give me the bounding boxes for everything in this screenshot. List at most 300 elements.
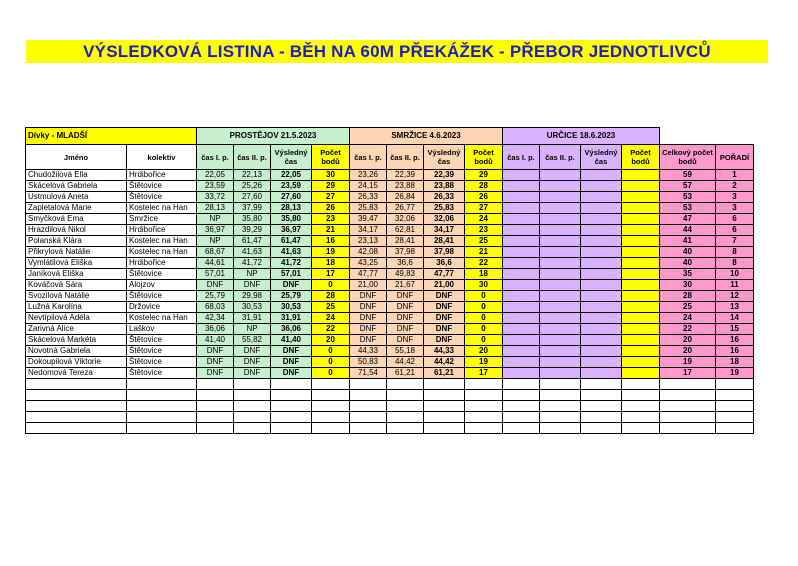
rank: 10: [716, 269, 754, 280]
table-row: [26, 368, 754, 379]
prostejov-points: 0: [312, 346, 350, 357]
prostejov-points: 18: [312, 258, 350, 269]
col-header-points: Počet bodů: [465, 145, 503, 170]
prostejov-result: 25,79: [271, 291, 312, 302]
total-points: 40: [660, 247, 716, 258]
urcice-run2: [540, 258, 581, 269]
competitor-club: Hrdibořice: [127, 258, 197, 269]
smrzice-points: 20: [465, 346, 503, 357]
urcice-result: [581, 324, 622, 335]
header-spacer: [660, 128, 754, 145]
table-row: [26, 258, 754, 269]
prostejov-result: DNF: [271, 346, 312, 357]
empty-cell: [271, 401, 312, 412]
empty-cell: [540, 401, 581, 412]
empty-cell: [234, 379, 271, 390]
competitor-club: Hrdibořice: [127, 225, 197, 236]
total-points: 57: [660, 181, 716, 192]
urcice-points: [622, 335, 660, 346]
prostejov-points: 0: [312, 357, 350, 368]
smrzice-run2: 22,39: [387, 170, 424, 181]
smrzice-points: 0: [465, 302, 503, 313]
prostejov-result: 36,97: [271, 225, 312, 236]
smrzice-run1: DNF: [350, 291, 387, 302]
prostejov-points: 20: [312, 335, 350, 346]
urcice-run1: [503, 247, 540, 258]
rank: 16: [716, 346, 754, 357]
smrzice-points: 22: [465, 258, 503, 269]
urcice-points: [622, 302, 660, 313]
rank: 7: [716, 236, 754, 247]
prostejov-run1: 68,03: [197, 302, 234, 313]
results-table: [25, 127, 754, 434]
total-points: 20: [660, 335, 716, 346]
table-row: [26, 192, 754, 203]
smrzice-run2: 32,06: [387, 214, 424, 225]
empty-cell: [540, 390, 581, 401]
smrzice-run2: 36,6: [387, 258, 424, 269]
table-row: [26, 181, 754, 192]
empty-cell: [540, 412, 581, 423]
smrzice-points: 17: [465, 368, 503, 379]
urcice-points: [622, 192, 660, 203]
rank: 2: [716, 181, 754, 192]
prostejov-points: 28: [312, 291, 350, 302]
empty-cell: [127, 390, 197, 401]
smrzice-run1: 23,13: [350, 236, 387, 247]
col-header-rank: POŘADÍ: [716, 145, 754, 170]
smrzice-points: 24: [465, 214, 503, 225]
urcice-run2: [540, 280, 581, 291]
urcice-run2: [540, 335, 581, 346]
competitor-name: Janíková Eliška: [26, 269, 127, 280]
rank: 13: [716, 302, 754, 313]
prostejov-points: 17: [312, 269, 350, 280]
urcice-run2: [540, 346, 581, 357]
prostejov-run2: 39,29: [234, 225, 271, 236]
prostejov-run2: 27,60: [234, 192, 271, 203]
table-row: [26, 280, 754, 291]
empty-cell: [465, 412, 503, 423]
total-points: 44: [660, 225, 716, 236]
urcice-run1: [503, 280, 540, 291]
total-points: 35: [660, 269, 716, 280]
venue-smrzice: SMRŽICE 4.6.2023: [350, 128, 503, 145]
urcice-run1: [503, 192, 540, 203]
empty-cell: [716, 390, 754, 401]
smrzice-run1: 26,33: [350, 192, 387, 203]
empty-cell: [127, 401, 197, 412]
empty-cell: [312, 379, 350, 390]
empty-row: [26, 401, 754, 412]
prostejov-run1: 68,67: [197, 247, 234, 258]
prostejov-run2: 30,53: [234, 302, 271, 313]
competitor-name: Svozilová Natálie: [26, 291, 127, 302]
competitor-club: Kostelec na Han: [127, 236, 197, 247]
urcice-run1: [503, 357, 540, 368]
category-label: Dívky - MLADŠÍ: [26, 128, 197, 145]
prostejov-result: 23,59: [271, 181, 312, 192]
prostejov-run2: 29,98: [234, 291, 271, 302]
empty-cell: [26, 412, 127, 423]
urcice-result: [581, 247, 622, 258]
table-row: [26, 214, 754, 225]
empty-cell: [312, 423, 350, 434]
empty-cell: [581, 401, 622, 412]
empty-cell: [503, 379, 540, 390]
smrzice-result: 47,77: [424, 269, 465, 280]
prostejov-result: 41,40: [271, 335, 312, 346]
smrzice-run1: 44,33: [350, 346, 387, 357]
urcice-result: [581, 313, 622, 324]
total-points: 28: [660, 291, 716, 302]
urcice-run2: [540, 203, 581, 214]
empty-cell: [503, 423, 540, 434]
empty-cell: [503, 412, 540, 423]
urcice-result: [581, 214, 622, 225]
urcice-result: [581, 346, 622, 357]
prostejov-result: 41,63: [271, 247, 312, 258]
prostejov-run2: 61,47: [234, 236, 271, 247]
urcice-run1: [503, 269, 540, 280]
col-header-run2: čas II. p.: [234, 145, 271, 170]
prostejov-run1: 41,40: [197, 335, 234, 346]
empty-cell: [660, 390, 716, 401]
urcice-run2: [540, 324, 581, 335]
prostejov-result: 22,05: [271, 170, 312, 181]
empty-cell: [197, 390, 234, 401]
prostejov-run1: DNF: [197, 346, 234, 357]
smrzice-run1: DNF: [350, 302, 387, 313]
empty-cell: [271, 423, 312, 434]
empty-cell: [503, 401, 540, 412]
urcice-run1: [503, 335, 540, 346]
competitor-club: Kostelec na Han: [127, 313, 197, 324]
prostejov-run2: NP: [234, 269, 271, 280]
table-row: [26, 203, 754, 214]
urcice-run1: [503, 203, 540, 214]
empty-cell: [26, 390, 127, 401]
smrzice-result: 26,33: [424, 192, 465, 203]
empty-cell: [387, 379, 424, 390]
urcice-run1: [503, 181, 540, 192]
competitor-club: Štětovice: [127, 335, 197, 346]
empty-cell: [271, 390, 312, 401]
empty-cell: [387, 390, 424, 401]
competitor-club: Smržice: [127, 214, 197, 225]
empty-cell: [716, 412, 754, 423]
total-points: 53: [660, 203, 716, 214]
empty-cell: [660, 412, 716, 423]
urcice-result: [581, 203, 622, 214]
smrzice-result: 61,21: [424, 368, 465, 379]
competitor-name: Zapletalová Marie: [26, 203, 127, 214]
smrzice-result: 21,00: [424, 280, 465, 291]
empty-cell: [424, 401, 465, 412]
empty-cell: [350, 423, 387, 434]
urcice-points: [622, 346, 660, 357]
competitor-club: Kostelec na Han: [127, 247, 197, 258]
table-row: [26, 247, 754, 258]
smrzice-run2: 61,21: [387, 368, 424, 379]
empty-cell: [622, 423, 660, 434]
urcice-points: [622, 269, 660, 280]
smrzice-result: DNF: [424, 302, 465, 313]
prostejov-run2: DNF: [234, 357, 271, 368]
smrzice-run2: DNF: [387, 302, 424, 313]
empty-row: [26, 379, 754, 390]
empty-cell: [234, 423, 271, 434]
col-header-result: Výsledný čas: [271, 145, 312, 170]
smrzice-result: 44,33: [424, 346, 465, 357]
table-row: [26, 346, 754, 357]
smrzice-run1: DNF: [350, 313, 387, 324]
total-points: 53: [660, 192, 716, 203]
smrzice-points: 26: [465, 192, 503, 203]
competitor-club: Držovice: [127, 302, 197, 313]
competitor-club: Štětovice: [127, 368, 197, 379]
smrzice-result: DNF: [424, 324, 465, 335]
table-row: [26, 291, 754, 302]
rank: 12: [716, 291, 754, 302]
urcice-result: [581, 170, 622, 181]
urcice-run2: [540, 192, 581, 203]
smrzice-run2: DNF: [387, 324, 424, 335]
smrzice-points: 28: [465, 181, 503, 192]
urcice-run1: [503, 368, 540, 379]
urcice-points: [622, 181, 660, 192]
empty-cell: [350, 412, 387, 423]
smrzice-run1: 43,25: [350, 258, 387, 269]
urcice-result: [581, 335, 622, 346]
urcice-result: [581, 302, 622, 313]
empty-cell: [26, 423, 127, 434]
empty-cell: [271, 379, 312, 390]
urcice-run2: [540, 236, 581, 247]
smrzice-result: 22,39: [424, 170, 465, 181]
empty-cell: [127, 379, 197, 390]
empty-cell: [660, 423, 716, 434]
table-row: [26, 269, 754, 280]
total-points: 41: [660, 236, 716, 247]
smrzice-points: 18: [465, 269, 503, 280]
competitor-club: Hrdibořice: [127, 170, 197, 181]
smrzice-points: 0: [465, 324, 503, 335]
total-points: 40: [660, 258, 716, 269]
prostejov-points: 21: [312, 225, 350, 236]
table-row: [26, 236, 754, 247]
smrzice-run1: 34,17: [350, 225, 387, 236]
urcice-points: [622, 170, 660, 181]
urcice-result: [581, 269, 622, 280]
urcice-run1: [503, 324, 540, 335]
prostejov-result: DNF: [271, 368, 312, 379]
smrzice-run2: DNF: [387, 313, 424, 324]
prostejov-points: 27: [312, 192, 350, 203]
empty-cell: [622, 401, 660, 412]
empty-cell: [197, 379, 234, 390]
col-header-run2: čas II. p.: [540, 145, 581, 170]
urcice-run2: [540, 291, 581, 302]
urcice-points: [622, 291, 660, 302]
smrzice-run2: 62,81: [387, 225, 424, 236]
empty-cell: [350, 390, 387, 401]
empty-cell: [465, 401, 503, 412]
prostejov-run2: DNF: [234, 346, 271, 357]
smrzice-run1: 21,00: [350, 280, 387, 291]
total-points: 20: [660, 346, 716, 357]
smrzice-result: 36,6: [424, 258, 465, 269]
smrzice-result: DNF: [424, 335, 465, 346]
empty-cell: [622, 390, 660, 401]
urcice-run2: [540, 214, 581, 225]
urcice-points: [622, 225, 660, 236]
competitor-name: Polanská Klára: [26, 236, 127, 247]
smrzice-run1: 39,47: [350, 214, 387, 225]
urcice-result: [581, 258, 622, 269]
col-header-result: Výsledný čas: [424, 145, 465, 170]
empty-row: [26, 412, 754, 423]
prostejov-run1: NP: [197, 214, 234, 225]
competitor-name: Zarivná Alice: [26, 324, 127, 335]
prostejov-result: DNF: [271, 357, 312, 368]
col-header-result: Výsledný čas: [581, 145, 622, 170]
smrzice-points: 0: [465, 313, 503, 324]
smrzice-result: DNF: [424, 313, 465, 324]
empty-row: [26, 423, 754, 434]
smrzice-run1: DNF: [350, 335, 387, 346]
prostejov-points: 23: [312, 214, 350, 225]
prostejov-points: 26: [312, 203, 350, 214]
urcice-points: [622, 357, 660, 368]
competitor-name: Hrazdilová Nikol: [26, 225, 127, 236]
empty-cell: [465, 379, 503, 390]
prostejov-points: 25: [312, 302, 350, 313]
smrzice-run1: 42,08: [350, 247, 387, 258]
urcice-points: [622, 368, 660, 379]
col-header-club: kolektiv: [127, 145, 197, 170]
urcice-run1: [503, 170, 540, 181]
urcice-result: [581, 357, 622, 368]
smrzice-run2: 49,83: [387, 269, 424, 280]
prostejov-run2: DNF: [234, 280, 271, 291]
empty-cell: [387, 423, 424, 434]
urcice-points: [622, 247, 660, 258]
prostejov-run1: 57,01: [197, 269, 234, 280]
prostejov-points: 0: [312, 280, 350, 291]
smrzice-run1: 47,77: [350, 269, 387, 280]
prostejov-run2: DNF: [234, 368, 271, 379]
prostejov-run2: 31,91: [234, 313, 271, 324]
rank: 14: [716, 313, 754, 324]
urcice-run2: [540, 313, 581, 324]
empty-cell: [581, 412, 622, 423]
empty-cell: [540, 423, 581, 434]
smrzice-run2: DNF: [387, 335, 424, 346]
smrzice-run1: 23,26: [350, 170, 387, 181]
empty-cell: [234, 390, 271, 401]
competitor-name: Nedomová Tereza: [26, 368, 127, 379]
prostejov-run1: 33,72: [197, 192, 234, 203]
prostejov-points: 16: [312, 236, 350, 247]
urcice-run1: [503, 291, 540, 302]
empty-cell: [197, 423, 234, 434]
prostejov-result: DNF: [271, 280, 312, 291]
urcice-result: [581, 368, 622, 379]
venue-urcice: URČICE 18.6.2023: [503, 128, 660, 145]
smrzice-points: 23: [465, 225, 503, 236]
prostejov-run1: DNF: [197, 357, 234, 368]
prostejov-result: 31,91: [271, 313, 312, 324]
prostejov-points: 30: [312, 170, 350, 181]
prostejov-points: 19: [312, 247, 350, 258]
smrzice-run2: 37,98: [387, 247, 424, 258]
competitor-name: Skácelová Markéta: [26, 335, 127, 346]
competitor-name: Chudožilová Ella: [26, 170, 127, 181]
prostejov-result: 36,06: [271, 324, 312, 335]
prostejov-run1: DNF: [197, 280, 234, 291]
urcice-run1: [503, 302, 540, 313]
empty-cell: [127, 412, 197, 423]
prostejov-result: 57,01: [271, 269, 312, 280]
competitor-club: Alojzov: [127, 280, 197, 291]
sheet-title: VÝSLEDKOVÁ LISTINA - BĚH NA 60M PŘEKÁŽEK - PŘEBOR JEDNOTLIVCŮ: [26, 40, 768, 63]
prostejov-run2: NP: [234, 324, 271, 335]
table-row: [26, 225, 754, 236]
prostejov-points: 24: [312, 313, 350, 324]
smrzice-points: 0: [465, 291, 503, 302]
empty-cell: [660, 379, 716, 390]
empty-cell: [197, 401, 234, 412]
col-header-name: Jméno: [26, 145, 127, 170]
competitor-name: Ustmulová Aneta: [26, 192, 127, 203]
empty-cell: [424, 390, 465, 401]
prostejov-run2: 55,82: [234, 335, 271, 346]
empty-cell: [716, 401, 754, 412]
prostejov-run2: 41,72: [234, 258, 271, 269]
empty-cell: [350, 401, 387, 412]
smrzice-run1: 71,54: [350, 368, 387, 379]
smrzice-run2: DNF: [387, 291, 424, 302]
prostejov-run1: 42,34: [197, 313, 234, 324]
urcice-run2: [540, 302, 581, 313]
prostejov-result: 30,53: [271, 302, 312, 313]
empty-cell: [127, 423, 197, 434]
urcice-points: [622, 258, 660, 269]
prostejov-run2: 37,99: [234, 203, 271, 214]
prostejov-run1: NP: [197, 236, 234, 247]
urcice-run1: [503, 346, 540, 357]
smrzice-run2: 55,18: [387, 346, 424, 357]
urcice-run1: [503, 258, 540, 269]
prostejov-run1: 44,61: [197, 258, 234, 269]
rank: 18: [716, 357, 754, 368]
prostejov-run1: 23,59: [197, 181, 234, 192]
col-header-run1: čas I. p.: [197, 145, 234, 170]
smrzice-result: 25,83: [424, 203, 465, 214]
header-row-columns: [26, 145, 754, 170]
prostejov-run1: 28,13: [197, 203, 234, 214]
total-points: 19: [660, 357, 716, 368]
urcice-run2: [540, 170, 581, 181]
competitor-name: Dokoupilová Viktorie: [26, 357, 127, 368]
urcice-points: [622, 214, 660, 225]
empty-cell: [387, 401, 424, 412]
col-header-points: Počet bodů: [622, 145, 660, 170]
col-header-run1: čas I. p.: [350, 145, 387, 170]
table-row: [26, 324, 754, 335]
prostejov-run2: 41,63: [234, 247, 271, 258]
